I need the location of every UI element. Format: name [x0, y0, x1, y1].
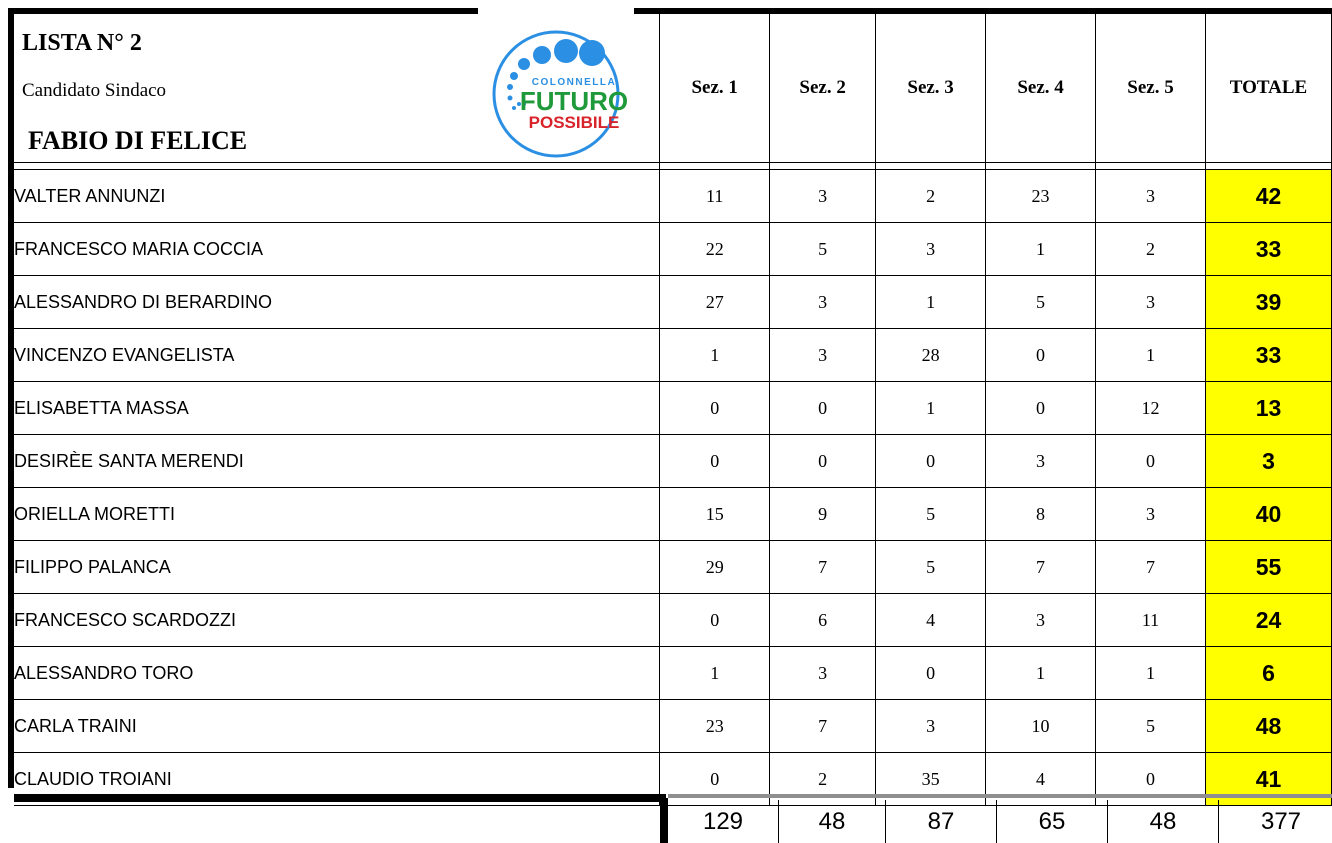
vote-cell-sez5: 12 [1096, 382, 1206, 435]
vote-cell-sez2: 7 [770, 700, 876, 753]
candidate-name-cell: ORIELLA MORETTI [14, 488, 660, 541]
candidate-name-cell: ALESSANDRO TORO [14, 647, 660, 700]
vote-cell-sez5: 0 [1096, 435, 1206, 488]
total-sez1: 129 [668, 800, 779, 843]
vote-cell-sez2: 3 [770, 329, 876, 382]
vote-cell-sez1: 29 [660, 541, 770, 594]
candidate-name-cell: FRANCESCO SCARDOZZI [14, 594, 660, 647]
logo-dot [508, 96, 513, 101]
vote-cell-sez5: 0 [1096, 753, 1206, 806]
logo-dot [512, 106, 516, 110]
vote-cell-sez3: 28 [876, 329, 986, 382]
vote-cell-sez4: 10 [986, 700, 1096, 753]
vote-cell-sez2: 3 [770, 647, 876, 700]
list-title: LISTA N° 2 [22, 30, 142, 56]
logo-dot [554, 39, 578, 63]
vote-cell-sez5: 3 [1096, 276, 1206, 329]
row-total-cell: 13 [1205, 382, 1331, 435]
vote-cell-sez2: 0 [770, 382, 876, 435]
table-row [14, 223, 1332, 276]
vote-cell-sez5: 2 [1096, 223, 1206, 276]
col-header-sez3: Sez. 3 [876, 14, 986, 163]
header-separator [14, 163, 1332, 170]
vote-cell-sez1: 0 [660, 753, 770, 806]
results-sheet [8, 8, 1332, 843]
vote-cell-sez1: 22 [660, 223, 770, 276]
vote-cell-sez4: 8 [986, 488, 1096, 541]
col-header-sez1: Sez. 1 [660, 14, 770, 163]
logo-gap [478, 8, 634, 14]
vote-cell-sez5: 1 [1096, 647, 1206, 700]
total-sez4: 65 [997, 800, 1108, 843]
vote-cell-sez3: 5 [876, 541, 986, 594]
vote-cell-sez1: 0 [660, 594, 770, 647]
logo-dot [507, 84, 513, 90]
vote-cell-sez5: 11 [1096, 594, 1206, 647]
party-logo [480, 28, 632, 158]
row-total-cell: 55 [1205, 541, 1331, 594]
totals-left-border [660, 798, 668, 843]
row-total-cell: 40 [1205, 488, 1331, 541]
vote-cell-sez1: 27 [660, 276, 770, 329]
table-row [14, 647, 1332, 700]
col-header-sez2: Sez. 2 [770, 14, 876, 163]
logo-text-colonnella: COLONNELLA [531, 77, 617, 88]
vote-cell-sez3: 0 [876, 435, 986, 488]
row-total-cell: 48 [1205, 700, 1331, 753]
vote-cell-sez4: 1 [986, 647, 1096, 700]
table-row [14, 541, 1332, 594]
row-total-cell: 6 [1205, 647, 1331, 700]
logo-text-futuro: FUTURO [519, 86, 629, 116]
totals-top-border [668, 794, 1332, 798]
logo-dot [533, 46, 551, 64]
candidate-name-cell: CARLA TRAINI [14, 700, 660, 753]
vote-cell-sez2: 0 [770, 435, 876, 488]
vote-cell-sez1: 0 [660, 435, 770, 488]
vote-cell-sez3: 5 [876, 488, 986, 541]
vote-cell-sez5: 7 [1096, 541, 1206, 594]
candidate-name-cell: VINCENZO EVANGELISTA [14, 329, 660, 382]
vote-cell-sez1: 1 [660, 329, 770, 382]
table-row [14, 329, 1332, 382]
table-row [14, 594, 1332, 647]
bottom-border [14, 794, 666, 802]
candidate-name-cell: CLAUDIO TROIANI [14, 753, 660, 806]
vote-cell-sez2: 9 [770, 488, 876, 541]
col-header-totale: TOTALE [1205, 14, 1331, 163]
vote-cell-sez1: 0 [660, 382, 770, 435]
vote-cell-sez3: 0 [876, 647, 986, 700]
total-sez5: 48 [1108, 800, 1219, 843]
vote-cell-sez2: 7 [770, 541, 876, 594]
vote-cell-sez2: 6 [770, 594, 876, 647]
totals-row [668, 800, 1332, 843]
vote-cell-sez5: 3 [1096, 170, 1206, 223]
col-header-sez5: Sez. 5 [1096, 14, 1206, 163]
table-row [14, 700, 1332, 753]
candidate-name-cell: DESIRÈE SANTA MERENDI [14, 435, 660, 488]
vote-cell-sez5: 1 [1096, 329, 1206, 382]
total-sez3: 87 [886, 800, 997, 843]
row-total-cell: 24 [1205, 594, 1331, 647]
logo-dot [518, 58, 530, 70]
vote-cell-sez4: 5 [986, 276, 1096, 329]
vote-cell-sez4: 0 [986, 382, 1096, 435]
list-subtitle: Candidato Sindaco [22, 80, 167, 101]
vote-cell-sez3: 3 [876, 700, 986, 753]
logo-dot [510, 72, 518, 80]
row-total-cell: 41 [1205, 753, 1331, 806]
logo-dot [579, 40, 605, 66]
vote-cell-sez4: 1 [986, 223, 1096, 276]
row-total-cell: 39 [1205, 276, 1331, 329]
col-header-sez4: Sez. 4 [986, 14, 1096, 163]
candidate-name: FABIO DI FELICE [28, 126, 248, 155]
vote-cell-sez5: 5 [1096, 700, 1206, 753]
logo-text-possibile: POSSIBILE [528, 113, 620, 132]
vote-cell-sez1: 1 [660, 647, 770, 700]
row-total-cell: 33 [1205, 223, 1331, 276]
vote-cell-sez3: 2 [876, 170, 986, 223]
candidate-name-cell: FILIPPO PALANCA [14, 541, 660, 594]
candidate-name-cell: ALESSANDRO DI BERARDINO [14, 276, 660, 329]
vote-cell-sez3: 1 [876, 276, 986, 329]
vote-cell-sez2: 3 [770, 170, 876, 223]
vote-cell-sez3: 35 [876, 753, 986, 806]
vote-cell-sez4: 3 [986, 594, 1096, 647]
vote-cell-sez3: 4 [876, 594, 986, 647]
vote-cell-sez4: 0 [986, 329, 1096, 382]
total-overall: 377 [1260, 807, 1302, 835]
total-sez2: 48 [779, 800, 886, 843]
row-total-cell: 33 [1205, 329, 1331, 382]
table-row [14, 276, 1332, 329]
vote-cell-sez2: 2 [770, 753, 876, 806]
table-row [14, 435, 1332, 488]
vote-cell-sez1: 11 [660, 170, 770, 223]
vote-cell-sez4: 3 [986, 435, 1096, 488]
row-total-cell: 3 [1205, 435, 1331, 488]
table-row [14, 382, 1332, 435]
vote-cell-sez4: 4 [986, 753, 1096, 806]
table-row [14, 488, 1332, 541]
vote-cell-sez5: 3 [1096, 488, 1206, 541]
candidate-name-cell: VALTER ANNUNZI [14, 170, 660, 223]
candidate-name-cell: ELISABETTA MASSA [14, 382, 660, 435]
vote-cell-sez2: 3 [770, 276, 876, 329]
row-total-cell: 42 [1205, 170, 1331, 223]
vote-cell-sez4: 23 [986, 170, 1096, 223]
table-row [14, 170, 1332, 223]
vote-cell-sez3: 1 [876, 382, 986, 435]
candidate-name-cell: FRANCESCO MARIA COCCIA [14, 223, 660, 276]
vote-cell-sez4: 7 [986, 541, 1096, 594]
vote-cell-sez2: 5 [770, 223, 876, 276]
vote-cell-sez1: 23 [660, 700, 770, 753]
vote-cell-sez1: 15 [660, 488, 770, 541]
vote-cell-sez3: 3 [876, 223, 986, 276]
